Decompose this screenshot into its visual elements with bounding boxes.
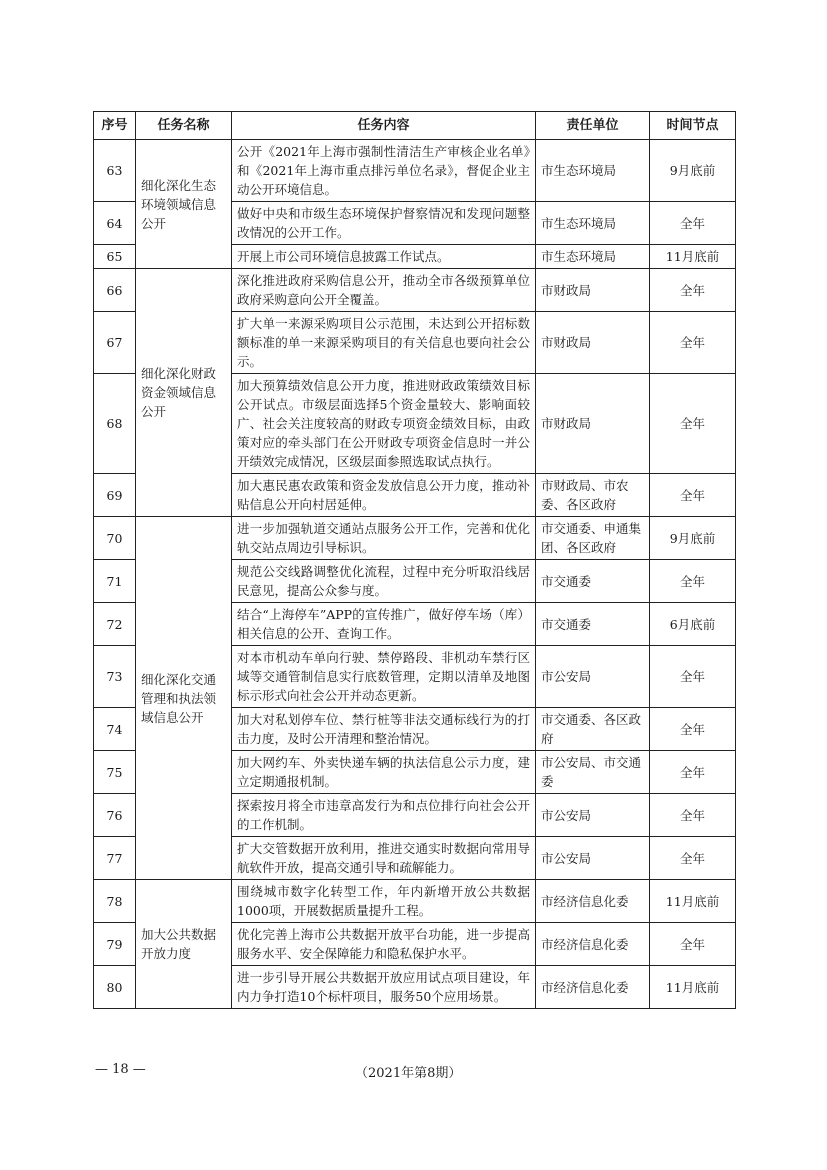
responsible-unit: 市生态环境局 bbox=[536, 202, 650, 245]
deadline: 全年 bbox=[650, 202, 736, 245]
row-number: 68 bbox=[94, 374, 136, 474]
deadline: 全年 bbox=[650, 560, 736, 603]
row-number: 72 bbox=[94, 603, 136, 646]
task-content: 做好中央和市级生态环境保护督察情况和发现问题整改情况的公开工作。 bbox=[232, 202, 536, 245]
issue-label: （2021年第8期） bbox=[355, 1066, 462, 1081]
task-name: 细化深化财政资金领域信息公开 bbox=[136, 269, 232, 517]
row-number: 64 bbox=[94, 202, 136, 245]
deadline: 全年 bbox=[650, 474, 736, 517]
responsible-unit: 市财政局 bbox=[536, 374, 650, 474]
responsible-unit: 市经济信息化委 bbox=[536, 966, 650, 1009]
deadline: 11月底前 bbox=[650, 966, 736, 1009]
responsible-unit: 市生态环境局 bbox=[536, 245, 650, 269]
responsible-unit: 市交通委、各区政府 bbox=[536, 708, 650, 751]
row-number: 73 bbox=[94, 646, 136, 708]
deadline: 全年 bbox=[650, 374, 736, 474]
row-number: 65 bbox=[94, 245, 136, 269]
deadline: 全年 bbox=[650, 646, 736, 708]
row-number: 76 bbox=[94, 794, 136, 837]
header-no: 序号 bbox=[94, 112, 136, 140]
task-content: 扩大交管数据开放利用，推进交通实时数据向常用导航软件开放，提高交通引导和疏解能力。 bbox=[232, 837, 536, 880]
responsible-unit: 市财政局 bbox=[536, 312, 650, 374]
task-content: 开展上市公司环境信息披露工作试点。 bbox=[232, 245, 536, 269]
header-task-name: 任务名称 bbox=[136, 112, 232, 140]
deadline: 全年 bbox=[650, 708, 736, 751]
row-number: 75 bbox=[94, 751, 136, 794]
table-body bbox=[94, 140, 736, 1009]
task-content: 加大预算绩效信息公开力度，推进财政政策绩效目标公开试点。市级层面选择5个资金量较大、影响面较广、社会关注度较高的财政专项资金绩效目标，由政策对应的牵头部门在公开财政专项资金信息时一并公开绩效完成情况，区级层面参照选取试点执行。 bbox=[232, 374, 536, 474]
responsible-unit: 市经济信息化委 bbox=[536, 923, 650, 966]
task-content: 深化推进政府采购信息公开，推动全市各级预算单位政府采购意向公开全覆盖。 bbox=[232, 269, 536, 312]
task-content: 加大网约车、外卖快递车辆的执法信息公示力度，建立定期通报机制。 bbox=[232, 751, 536, 794]
deadline: 全年 bbox=[650, 923, 736, 966]
responsible-unit: 市生态环境局 bbox=[536, 140, 650, 202]
row-number: 66 bbox=[94, 269, 136, 312]
row-number: 78 bbox=[94, 880, 136, 923]
task-content: 探索按月将全市违章高发行为和点位排行向社会公开的工作机制。 bbox=[232, 794, 536, 837]
task-content: 加大惠民惠农政策和资金发放信息公开力度，推动补贴信息公开向村居延伸。 bbox=[232, 474, 536, 517]
deadline: 全年 bbox=[650, 269, 736, 312]
responsible-unit: 市财政局 bbox=[536, 269, 650, 312]
task-content: 结合“上海停车”APP的宣传推广，做好停车场（库）相关信息的公开、查询工作。 bbox=[232, 603, 536, 646]
deadline: 11月底前 bbox=[650, 245, 736, 269]
task-name: 细化深化交通管理和执法领域信息公开 bbox=[136, 517, 232, 880]
task-name: 加大公共数据开放力度 bbox=[136, 880, 232, 1009]
row-number: 80 bbox=[94, 966, 136, 1009]
task-content: 进一步引导开展公共数据开放应用试点项目建设，年内力争打造10个标杆项目，服务50个应用场景。 bbox=[232, 966, 536, 1009]
row-number: 79 bbox=[94, 923, 136, 966]
responsible-unit: 市交通委 bbox=[536, 603, 650, 646]
header-task-content: 任务内容 bbox=[232, 112, 536, 140]
row-number: 67 bbox=[94, 312, 136, 374]
table-header-row bbox=[94, 112, 736, 140]
row-number: 69 bbox=[94, 474, 136, 517]
responsible-unit: 市公安局 bbox=[536, 646, 650, 708]
responsible-unit: 市经济信息化委 bbox=[536, 880, 650, 923]
row-number: 70 bbox=[94, 517, 136, 560]
task-content: 公开《2021年上海市强制性清洁生产审核企业名单》和《2021年上海市重点排污单位名录》，督促企业主动公开环境信息。 bbox=[232, 140, 536, 202]
task-content: 规范公交线路调整优化流程，过程中充分听取沿线居民意见，提高公众参与度。 bbox=[232, 560, 536, 603]
task-name: 细化深化生态环境领域信息公开 bbox=[136, 140, 232, 269]
deadline: 11月底前 bbox=[650, 880, 736, 923]
task-content: 加大对私划停车位、禁行桩等非法交通标线行为的打击力度，及时公开清理和整治情况。 bbox=[232, 708, 536, 751]
deadline: 全年 bbox=[650, 751, 736, 794]
responsible-unit: 市财政局、市农委、各区政府 bbox=[536, 474, 650, 517]
row-number: 77 bbox=[94, 837, 136, 880]
header-responsible-unit: 责任单位 bbox=[536, 112, 650, 140]
task-content: 扩大单一来源采购项目公示范围，未达到公开招标数额标准的单一来源采购项目的有关信息也要向社会公示。 bbox=[232, 312, 536, 374]
deadline: 6月底前 bbox=[650, 603, 736, 646]
page-number: — 18 — bbox=[95, 1062, 146, 1077]
deadline: 9月底前 bbox=[650, 517, 736, 560]
table-row bbox=[94, 880, 736, 923]
responsible-unit: 市公安局 bbox=[536, 837, 650, 880]
table-row bbox=[94, 269, 736, 312]
deadline: 全年 bbox=[650, 794, 736, 837]
table-row bbox=[94, 517, 736, 560]
deadline: 全年 bbox=[650, 312, 736, 374]
row-number: 71 bbox=[94, 560, 136, 603]
responsible-unit: 市公安局 bbox=[536, 794, 650, 837]
deadline: 全年 bbox=[650, 837, 736, 880]
task-content: 优化完善上海市公共数据开放平台功能，进一步提高服务水平、安全保障能力和隐私保护水平。 bbox=[232, 923, 536, 966]
responsible-unit: 市交通委 bbox=[536, 560, 650, 603]
deadline: 9月底前 bbox=[650, 140, 736, 202]
responsible-unit: 市公安局、市交通委 bbox=[536, 751, 650, 794]
table-row bbox=[94, 140, 736, 202]
row-number: 63 bbox=[94, 140, 136, 202]
task-content: 进一步加强轨道交通站点服务公开工作，完善和优化轨交站点周边引导标识。 bbox=[232, 517, 536, 560]
task-content: 围绕城市数字化转型工作，年内新增开放公共数据1000项，开展数据质量提升工程。 bbox=[232, 880, 536, 923]
header-deadline: 时间节点 bbox=[650, 112, 736, 140]
task-content: 对本市机动车单向行驶、禁停路段、非机动车禁行区域等交通管制信息实行底数管理，定期以清单及地图标示形式向社会公开并动态更新。 bbox=[232, 646, 536, 708]
task-table bbox=[93, 111, 736, 1009]
row-number: 74 bbox=[94, 708, 136, 751]
responsible-unit: 市交通委、申通集团、各区政府 bbox=[536, 517, 650, 560]
